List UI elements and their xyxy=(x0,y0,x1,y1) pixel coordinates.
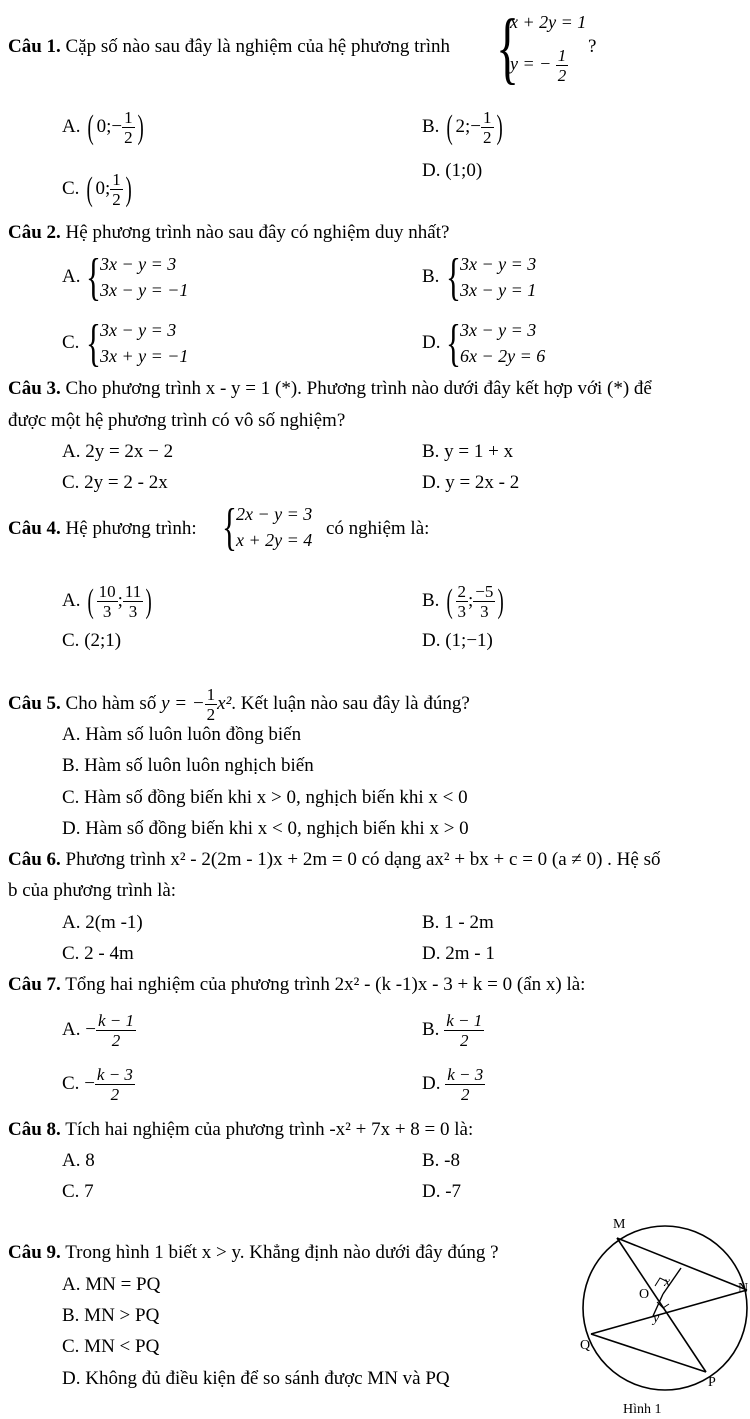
q1-option-d[interactable]: D. (1;0) xyxy=(422,160,483,181)
q2-label: Câu 2. xyxy=(8,222,61,243)
q7-stem: Câu 7. Tổng hai nghiệm của phương trình 2x² - (k -1)x - 3 + k = 0 (ẩn x) là: xyxy=(8,974,586,995)
label-x: x xyxy=(664,1275,671,1290)
label-y: y xyxy=(653,1311,660,1326)
q3-stem-line1: Câu 3. Cho phương trình x - y = 1 (*). Phương trình nào dưới đây kết hợp với (*) để xyxy=(8,378,652,399)
q8-option-a[interactable]: A. 8 xyxy=(62,1150,95,1171)
q2-option-d[interactable]: { 3x − y = 3 6x − 2y = 6 xyxy=(446,315,546,372)
q4-option-b[interactable]: B. ( $\frac{2}{3}$ ; $\frac{-5}{3}$ ) xyxy=(422,582,505,621)
q4-stem: Câu 4. Hệ phương trình: xyxy=(8,518,197,539)
q1-stem xyxy=(8,36,450,58)
q6-stem-line2: b của phương trình là: xyxy=(8,880,177,901)
circle-figure xyxy=(575,1210,750,1419)
q4-text-after: có nghiệm là: xyxy=(326,518,430,539)
q9-stem: Câu 9. Trong hình 1 biết x > y. Khẳng định nào dưới đây đúng ? xyxy=(8,1242,499,1263)
q6-option-b[interactable]: B. 1 - 2m xyxy=(422,912,494,933)
q3-option-d[interactable]: D. y = 2x - 2 xyxy=(422,472,520,493)
q2-option-a-label[interactable]: A. xyxy=(62,266,81,287)
q6-stem-line1: Câu 6. Phương trình x² - 2(2m - 1)x + 2m = 0 có dạng ax² + bx + c = 0 (a ≠ 0) . Hệ số xyxy=(8,849,661,870)
q6-option-c[interactable]: C. 2 - 4m xyxy=(62,943,134,964)
q9-option-b[interactable]: B. MN > PQ xyxy=(62,1305,160,1326)
label-n: N xyxy=(738,1281,749,1296)
q3-label: Câu 3. xyxy=(8,378,61,399)
label-m: M xyxy=(613,1217,626,1232)
q9-option-c[interactable]: C. MN < PQ xyxy=(62,1336,160,1357)
q1-text: Cặp số nào sau đây là nghiệm của hệ phương trình xyxy=(65,36,450,57)
q1-qmark: ? xyxy=(588,36,597,57)
q6-option-d[interactable]: D. 2m - 1 xyxy=(422,943,495,964)
q5-stem: Câu 5. Cho hàm số y = − $\frac{1}{2}$ x². Kết luận nào sau đây là đúng? xyxy=(8,685,470,725)
segment-qn xyxy=(591,1290,747,1334)
q9-label: Câu 9. xyxy=(8,1242,61,1263)
q2-option-b[interactable]: { 3x − y = 3 3x − y = 1 xyxy=(446,249,537,306)
q7-option-a[interactable]: A. − $\frac{k - 1}{2}$ xyxy=(62,1011,134,1051)
q1-sys-eq2: y = − $\frac{1}{2}$ xyxy=(510,46,567,85)
q8-option-c[interactable]: C. 7 xyxy=(62,1181,94,1202)
q4-system: { 2x − y = 3 x + 2y = 4 xyxy=(222,499,313,556)
q2-option-d-label[interactable]: D. xyxy=(422,332,441,353)
q5-option-c[interactable]: C. Hàm số đồng biến khi x > 0, nghịch biến khi x < 0 xyxy=(62,787,468,808)
label-q: Q xyxy=(580,1338,591,1353)
chord-mn xyxy=(617,1238,747,1290)
q2-stem: Câu 2. Hệ phương trình nào sau đây có nghiệm duy nhất? xyxy=(8,222,450,243)
q2-option-a[interactable]: { 3x − y = 3 3x − y = −1 xyxy=(86,249,189,306)
q5-option-b[interactable]: B. Hàm số luôn luôn nghịch biến xyxy=(62,755,314,776)
q3-option-b[interactable]: B. y = 1 + x xyxy=(422,441,514,462)
q4-option-c[interactable]: C. (2;1) xyxy=(62,630,122,651)
q5-option-a[interactable]: A. Hàm số luôn luôn đồng biến xyxy=(62,724,302,745)
q1-label: Câu 1. xyxy=(8,36,61,57)
q5-label: Câu 5. xyxy=(8,693,61,714)
q1-sys-eq1: x + 2y = 1 xyxy=(510,12,587,32)
q1-option-b[interactable]: B. ( 2;− $\frac{1}{2}$ ) xyxy=(422,108,503,147)
q7-label: Câu 7. xyxy=(8,974,61,995)
q3-option-c[interactable]: C. 2y = 2 - 2x xyxy=(62,472,168,493)
q8-option-b[interactable]: B. -8 xyxy=(422,1150,460,1171)
q2-option-c[interactable]: { 3x − y = 3 3x + y = −1 xyxy=(86,315,189,372)
q4-option-d[interactable]: D. (1;−1) xyxy=(422,630,493,651)
q9-option-a[interactable]: A. MN = PQ xyxy=(62,1274,161,1295)
q8-option-d[interactable]: D. -7 xyxy=(422,1181,462,1202)
circle xyxy=(583,1226,747,1390)
q6-option-a[interactable]: A. 2(m -1) xyxy=(62,912,143,933)
q1-system: { x + 2y = 1 y = − $\frac{1}{2}$ xyxy=(496,4,587,92)
q4-option-a[interactable]: A. ( $\frac{10}{3}$ ; $\frac{11}{3}$ ) xyxy=(62,582,152,621)
figure-caption: Hình 1 xyxy=(623,1402,662,1417)
q8-label: Câu 8. xyxy=(8,1119,61,1140)
q8-stem: Câu 8. Tích hai nghiệm của phương trình -x² + 7x + 8 = 0 là: xyxy=(8,1119,474,1140)
q3-option-a[interactable]: A. 2y = 2x − 2 xyxy=(62,441,174,462)
q9-option-d[interactable]: D. Không đủ điều kiện để so sánh được MN và PQ xyxy=(62,1368,450,1389)
q7-option-c[interactable]: C. − $\frac{k - 3}{2}$ xyxy=(62,1065,133,1105)
label-o: O xyxy=(639,1287,650,1302)
q1-option-c[interactable]: C. ( 0; $\frac{1}{2}$ ) xyxy=(62,170,132,209)
q6-label: Câu 6. xyxy=(8,849,61,870)
q1-option-a[interactable]: A. ( 0;− $\frac{1}{2}$ ) xyxy=(62,108,144,147)
q7-option-b[interactable]: B. $\frac{k - 1}{2}$ xyxy=(422,1011,483,1051)
q5-option-d[interactable]: D. Hàm số đồng biến khi x < 0, nghịch biến khi x > 0 xyxy=(62,818,469,839)
label-p: P xyxy=(708,1375,716,1390)
q7-option-d[interactable]: D. $\frac{k - 3}{2}$ xyxy=(422,1065,484,1105)
q2-option-b-label[interactable]: B. xyxy=(422,266,440,287)
q4-label: Câu 4. xyxy=(8,518,61,539)
q2-option-c-label[interactable]: C. xyxy=(62,332,80,353)
q3-stem-line2: được một hệ phương trình có vô số nghiệm? xyxy=(8,410,346,431)
